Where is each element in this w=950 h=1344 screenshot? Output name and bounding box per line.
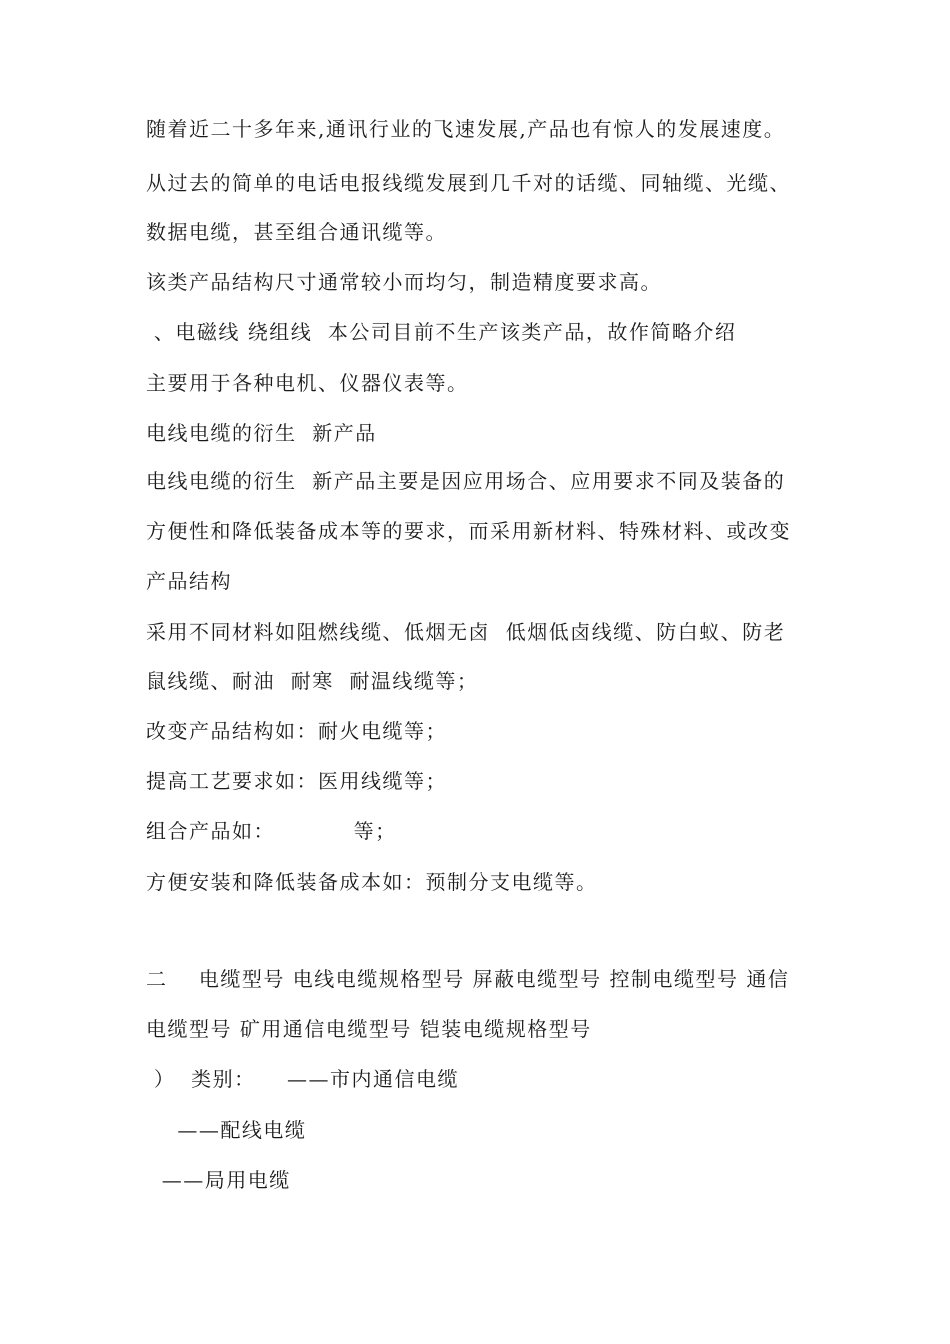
- text-line: 方便安装和降低装备成本如：预制分支电缆等。: [146, 870, 598, 894]
- text-line: 方便性和降低装备成本等的要求，而采用新材料、特殊材料、或改变: [146, 519, 791, 543]
- text-line: 电缆型号 矿用通信电缆型号 铠装电缆规格型号: [146, 1017, 592, 1041]
- text-line: 电线电缆的衍生 新产品主要是因应用场合、应用要求不同及装备的: [146, 469, 786, 493]
- text-line: 改变产品结构如：耐火电缆等；: [146, 719, 447, 743]
- text-line: 主要用于各种电机、仪器仪表等。: [146, 371, 469, 395]
- text-line: 该类产品结构尺寸通常较小而均匀，制造精度要求高。: [146, 270, 662, 294]
- text-line: 产品结构: [146, 569, 232, 593]
- text-line: 鼠线缆、耐油 耐寒 耐温线缆等；: [146, 669, 479, 693]
- text-line: 采用不同材料如阻燃线缆、低烟无卤 低烟低卤线缆、防白蚁、防老: [146, 620, 786, 644]
- text-line: ） 类别： ——市内通信电缆: [146, 1067, 460, 1091]
- text-line: 随着近二十多年来,通讯行业的飞速发展,产品也有惊人的发展速度。: [146, 117, 786, 141]
- section-heading: 、电磁线 绕组线 本公司目前不生产该类产品，故作简略介绍: [146, 320, 737, 344]
- text-line: 数据电缆，甚至组合通讯缆等。: [146, 220, 447, 244]
- section-heading: 电线电缆的衍生 新产品: [146, 421, 377, 445]
- text-line: 从过去的简单的电话电报线缆发展到几千对的话缆、同轴缆、光缆、: [146, 171, 791, 195]
- text-line: ——局用电缆: [146, 1168, 291, 1192]
- text-line: ——配线电缆: [146, 1118, 307, 1142]
- section-heading: 二 电缆型号 电线电缆规格型号 屏蔽电缆型号 控制电缆型号 通信: [146, 967, 790, 991]
- text-line: 提高工艺要求如：医用线缆等；: [146, 769, 447, 793]
- text-line: 组合产品如： 等；: [146, 819, 397, 843]
